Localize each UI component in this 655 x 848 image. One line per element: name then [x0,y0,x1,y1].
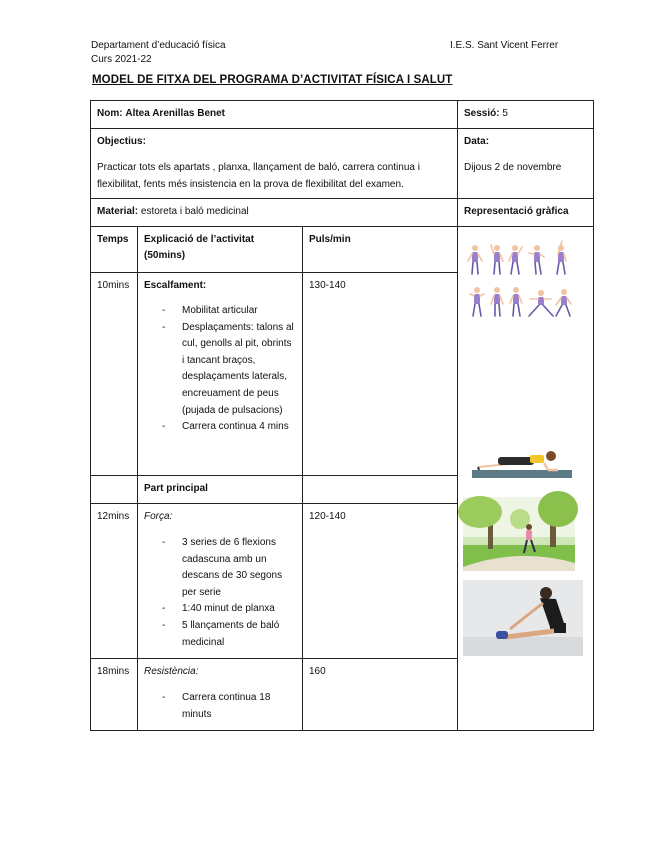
exercise-illustrations [458,227,594,727]
strength-list [144,535,296,651]
name-value: Altea Arenillas Benet [125,108,226,119]
department-text: Departament d’educació física [91,40,226,51]
activity-cell [138,658,303,730]
objectives-label: Objectius: [97,135,146,147]
endurance-heading: Resistència: [144,665,199,677]
graphic-cell [458,226,594,730]
list-item: - 3 series de 6 flexions cadascuna amb un descans de 30 segons per serie [182,535,296,601]
session-value: 5 [502,108,508,119]
page-title: MODEL DE FITXA DEL PROGRAMA D’ACTIVITAT FÍSICA I SALUT [92,74,453,86]
pulse-cell: 130-140 [303,272,458,475]
activity-sheet [90,100,594,731]
time-column-header: Temps [91,226,138,272]
school-text: I.E.S. Sant Vicent Ferrer [450,40,559,51]
pulse-column-header: Puls/min [303,226,458,272]
name-cell [91,101,458,129]
date-label: Data: [464,135,490,147]
list-item: - Desplaçaments: talons al cul, genolls al pit, obrints i tancant braços, desplaçaments laterals, encreuament de peus (pujada de pulsacions) [182,320,296,420]
list-item: - Mobilitat articular [182,303,296,320]
list-item: - Carrera continua 4 mins [182,419,296,436]
activity-cell [138,272,303,475]
session-label: Sessió: [464,108,500,119]
warmup-figures-row1-icon [468,241,566,274]
plank-illustration-icon [472,451,572,478]
objectives-cell [91,128,458,199]
graphic-header-cell [458,199,594,227]
empty-pulse-cell [303,475,458,503]
list-item: - Carrera continua 18 minuts [182,690,296,723]
warmup-heading: Escalfament: [144,279,207,291]
session-cell [458,101,594,129]
graphic-label: Representació gràfica [464,206,569,217]
list-item: - 1:40 minut de planxa [182,601,296,618]
material-label: Material: [97,206,139,217]
running-park-photo-icon [458,491,578,571]
time-cell: 10mins [91,272,138,475]
warmup-list [144,303,296,436]
pulse-cell: 160 [303,658,458,730]
stretching-photo-icon [463,580,583,656]
strength-heading: Força: [144,510,173,522]
objectives-text: Practicar tots els apartats , planxa, llançament de baló, carrera continua i flexibilitat, fents més insistencia en la prova de flexibilitat del examen. [97,162,420,190]
date-value: Dijous 2 de novembre [464,162,562,173]
time-cell: 12mins [91,503,138,658]
endurance-list [144,690,296,723]
warmup-figures-row2-icon [470,287,571,316]
list-item: - 5 llançaments de baló medicinal [182,618,296,651]
explanation-column-header: Explicació de l’activitat (50mins) [138,226,303,272]
empty-time-cell [91,475,138,503]
material-value: estoreta i baló medicinal [140,206,249,217]
main-part-heading: Part principal [138,475,303,503]
time-cell: 18mins [91,658,138,730]
course-text: Curs 2021-22 [91,54,152,65]
material-cell [91,199,458,227]
name-label: Nom: [97,108,123,119]
date-cell [458,128,594,199]
pulse-cell: 120-140 [303,503,458,658]
activity-cell [138,503,303,658]
